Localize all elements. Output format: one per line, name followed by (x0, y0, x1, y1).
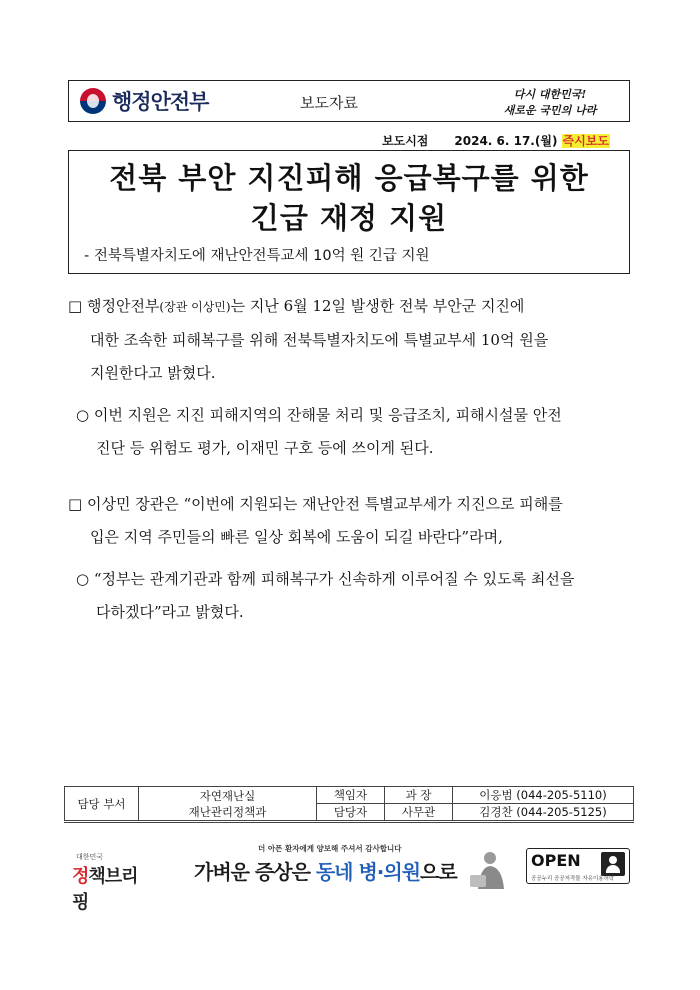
attribution-person-icon (601, 852, 625, 876)
open-sub-text: 공공누리 공공저작물 자유이용허락 (531, 876, 615, 882)
ad-main-text (194, 856, 457, 885)
title-responsible: 과 장 (385, 787, 453, 804)
title-line2: 긴급 재정 지원 (250, 201, 448, 235)
slogan-calligraphy (480, 84, 620, 118)
square-bullet: □ (68, 495, 83, 513)
dept-name (139, 787, 317, 822)
ad-main-a: 가벼운 증상은 (194, 860, 316, 884)
p1-line1-b: 는 지난 6월 12일 발생한 전북 부안군 지진에 (230, 297, 525, 315)
dept-name-line2: 재난관리정책과 (188, 804, 267, 819)
brief-small-text: 대한민국 (76, 853, 104, 861)
dept-label: 담당 부서 (65, 787, 139, 822)
slogan-calligraphy-icon (480, 84, 620, 118)
paragraph-4 (76, 563, 574, 629)
ad-main-c: 으로 (420, 860, 457, 884)
brief-big-b: 책브리핑 (72, 866, 138, 913)
release-date: 2024. 6. 17.(월) (454, 134, 558, 148)
press-subtitle: - 전북특별자치도에 재난안전특교세 10억 원 긴급 지원 (84, 248, 430, 264)
p1-line3: 지원한다고 밝혔다. (90, 364, 216, 382)
brief-big-a: 정 (72, 866, 89, 887)
square-bullet: □ (68, 297, 83, 315)
role-staff: 담당자 (317, 804, 385, 822)
p4-line2: 다하겠다”라고 밝혔다. (96, 603, 244, 621)
p2-line1: 이번 지원은 지진 피해지역의 잔해물 처리 및 응급조치, 피해시설물 안전 (93, 406, 562, 424)
release-timing: 즉시보도 (562, 134, 609, 148)
slogan-line2: 새로운 국민의 나라 (503, 104, 597, 117)
open-license-badge (526, 848, 630, 884)
ad-top-text: 더 아픈 환자에게 양보해 주셔서 감사합니다 (258, 844, 402, 853)
contact-table (64, 786, 634, 823)
p1-line1-paren: (장관 이상민) (159, 300, 231, 314)
title-staff: 사무관 (385, 804, 453, 822)
release-label: 보도시점 (382, 134, 429, 148)
paragraph-2 (76, 399, 562, 465)
circle-bullet: ○ (76, 570, 90, 588)
ad-main-b: 동네 병·의원 (315, 860, 421, 884)
release-info (382, 132, 610, 149)
org-logo (80, 87, 230, 115)
taegeuk-emblem-icon (80, 88, 106, 114)
circle-bullet: ○ (76, 406, 90, 424)
person-responsible: 이응범 (044-205-5110) (453, 787, 634, 804)
person-staff: 김경찬 (044-205-5125) (453, 804, 634, 822)
patient-figure-icon (468, 849, 506, 889)
org-name: 행정안전부 (112, 90, 209, 114)
clinic-campaign-banner (188, 843, 506, 889)
open-label: OPEN (531, 851, 581, 870)
p2-line2: 진단 등 위험도 평가, 이재민 구호 등에 쓰이게 된다. (96, 439, 434, 457)
press-title (68, 158, 630, 238)
p3-line2: 입은 지역 주민들의 빠른 일상 회복에 도움이 되길 바란다”라며, (90, 528, 503, 546)
role-responsible: 책임자 (317, 787, 385, 804)
doc-type: 보도자료 (300, 94, 358, 112)
brief-big-text (72, 866, 138, 913)
paragraph-3 (68, 488, 563, 554)
dept-name-line1: 자연재난실 (199, 788, 256, 803)
policy-briefing-logo (72, 852, 152, 913)
p3-line1: 이상민 장관은 “이번에 지원되는 재난안전 특별교부세가 지진으로 피해를 (86, 495, 563, 513)
paragraph-1 (68, 290, 548, 390)
slogan-line1: 다시 대한민국! (513, 88, 587, 101)
p1-line1-a: 행정안전부 (86, 297, 160, 315)
title-line1: 전북 부안 지진피해 응급복구를 위한 (109, 161, 589, 195)
p4-line1: “정부는 관계기관과 함께 피해복구가 신속하게 이루어질 수 있도록 최선을 (93, 570, 575, 588)
p1-line2: 대한 조속한 피해복구를 위해 전북특별자치도에 특별교부세 10억 원을 (90, 331, 549, 349)
